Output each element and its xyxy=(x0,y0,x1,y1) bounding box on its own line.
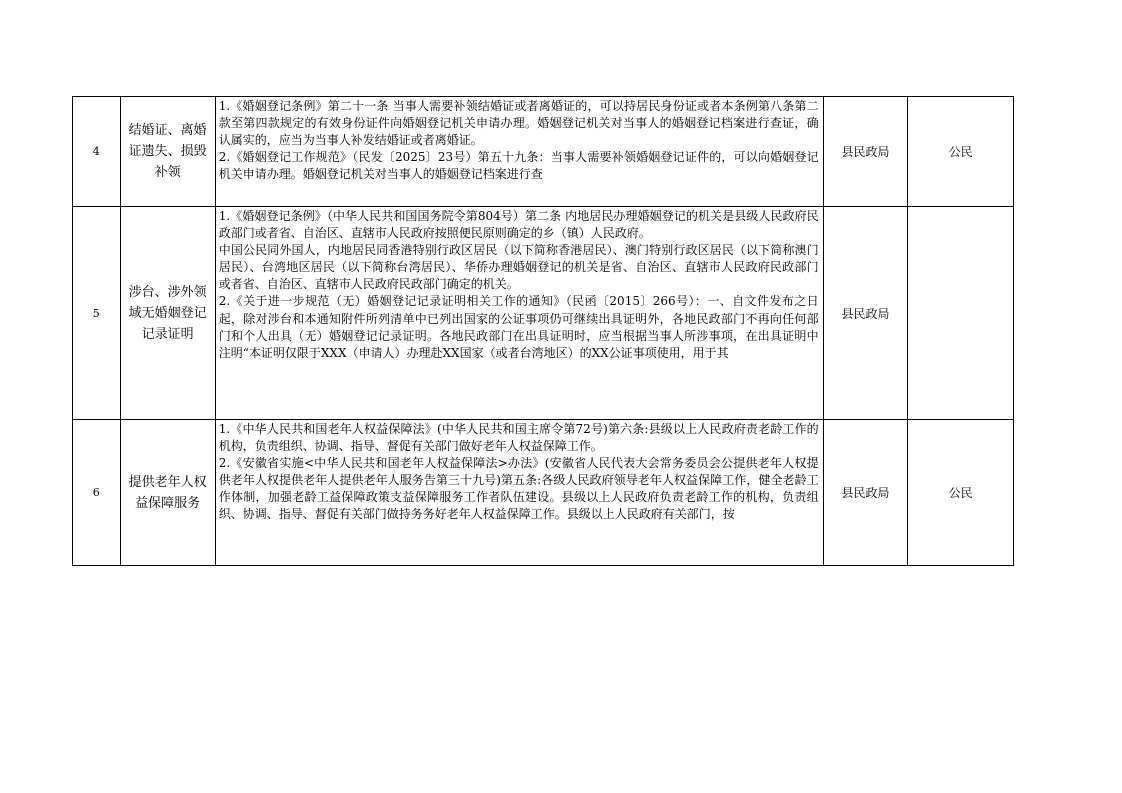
legal-basis-text xyxy=(216,207,823,419)
legal-basis-cell xyxy=(215,97,823,207)
matter-name: 提供老年人权益保障服务 xyxy=(120,420,215,566)
legal-basis-cell xyxy=(215,420,823,566)
basis-paragraph: 1.《中华人民共和国老年人权益保障法》(中华人民共和国主席令第72号)第六条:县级以上人民政府责老龄工作的机构，负责组织、协调、指导、督促有关部门做好老年人权益保障工作。 xyxy=(218,422,819,454)
service-object: 公民 xyxy=(908,97,1014,207)
responsible-department: 县民政局 xyxy=(823,97,908,207)
matter-name: 结婚证、离婚证遗失、损毁补领 xyxy=(120,97,215,207)
matter-name: 涉台、涉外领域无婚姻登记记录证明 xyxy=(120,207,215,420)
service-object: 公民 xyxy=(908,420,1014,566)
responsible-department: 县民政局 xyxy=(823,207,908,420)
matters-table xyxy=(72,96,1014,566)
legal-basis-text xyxy=(216,420,823,565)
table-row xyxy=(73,420,1014,566)
basis-paragraph: 1.《婚姻登记条例》第二十一条 当事人需要补领结婚证或者离婚证的，可以持居民身份证或者本条例第八条第二款至第四款规定的有效身份证件向婚姻登记机关申请办理。婚姻登记机关对当事人的婚姻登记档案进行查证，确认属实的，应当为当事人补发结婚证或者离婚证。 xyxy=(218,99,819,148)
legal-basis-cell xyxy=(215,207,823,420)
service-object xyxy=(908,207,1014,420)
row-number: 4 xyxy=(73,97,121,207)
row-number: 6 xyxy=(73,420,121,566)
table-row xyxy=(73,207,1014,420)
responsible-department: 县民政局 xyxy=(823,420,908,566)
basis-paragraph: 2.《关于进一步规范（无）婚姻登记记录证明相关工作的通知》（民函〔2015〕266号）：一、自文件发布之日起，除对涉台和本通知附件所列清单中已列出国家的公证事项仍可继续出具证明外，各地民政部门不再向任何部门和个人出具（无）婚姻登记记录证明。各地民政部门在出具证明时，应当根据当事人所涉事项，在出具证明中注明“本证明仅限于XXX（申请人）办理赴XX国家（或者台湾地区）的XX公证事项使用，用于其 xyxy=(218,294,819,360)
basis-paragraph: 2.《婚姻登记工作规范》（民发〔2025〕23号）第五十九条：当事人需要补领婚姻登记证件的，可以向婚姻登记机关申请办理。婚姻登记机关对当事人的婚姻登记档案进行查 xyxy=(218,150,819,182)
row-number: 5 xyxy=(73,207,121,420)
basis-paragraph: 1.《婚姻登记条例》（中华人民共和国国务院令第804号）第二条 内地居民办理婚姻登记的机关是县级人民政府民政部门或者省、自治区、直辖市人民政府按照便民原则确定的乡（镇）人民政府。 xyxy=(218,209,819,241)
table-row xyxy=(73,97,1014,207)
basis-paragraph: 中国公民同外国人，内地居民同香港特别行政区居民（以下简称香港居民）、澳门特别行政区居民（以下简称澳门居民）、台湾地区居民（以下简称台湾居民）、华侨办理婚姻登记的机关是省、自治区、直辖市人民政府民政部门或者省、自治区、直辖市人民政府民政部门确定的机关。 xyxy=(218,243,819,292)
legal-basis-text xyxy=(216,97,823,206)
basis-paragraph: 2.《安徽省实施<中华人民共和国老年人权益保障法>办法》(安徽省人民代表大会常务委员会公提供老年人权提供老年人权提供老年人提供老年人服务告第三十九号)第五条:各级人民政府领导老年人权益保障工作，健全老龄工作体制，加强老龄工益保障政策支益保障服务工作者队伍建设。县级以上人民政府负责老龄工作的机构，负责组织、协调、指导、督促有关部门做持务务好老年人权益保障工作。县级以上人民政府有关部门，按 xyxy=(218,456,819,522)
